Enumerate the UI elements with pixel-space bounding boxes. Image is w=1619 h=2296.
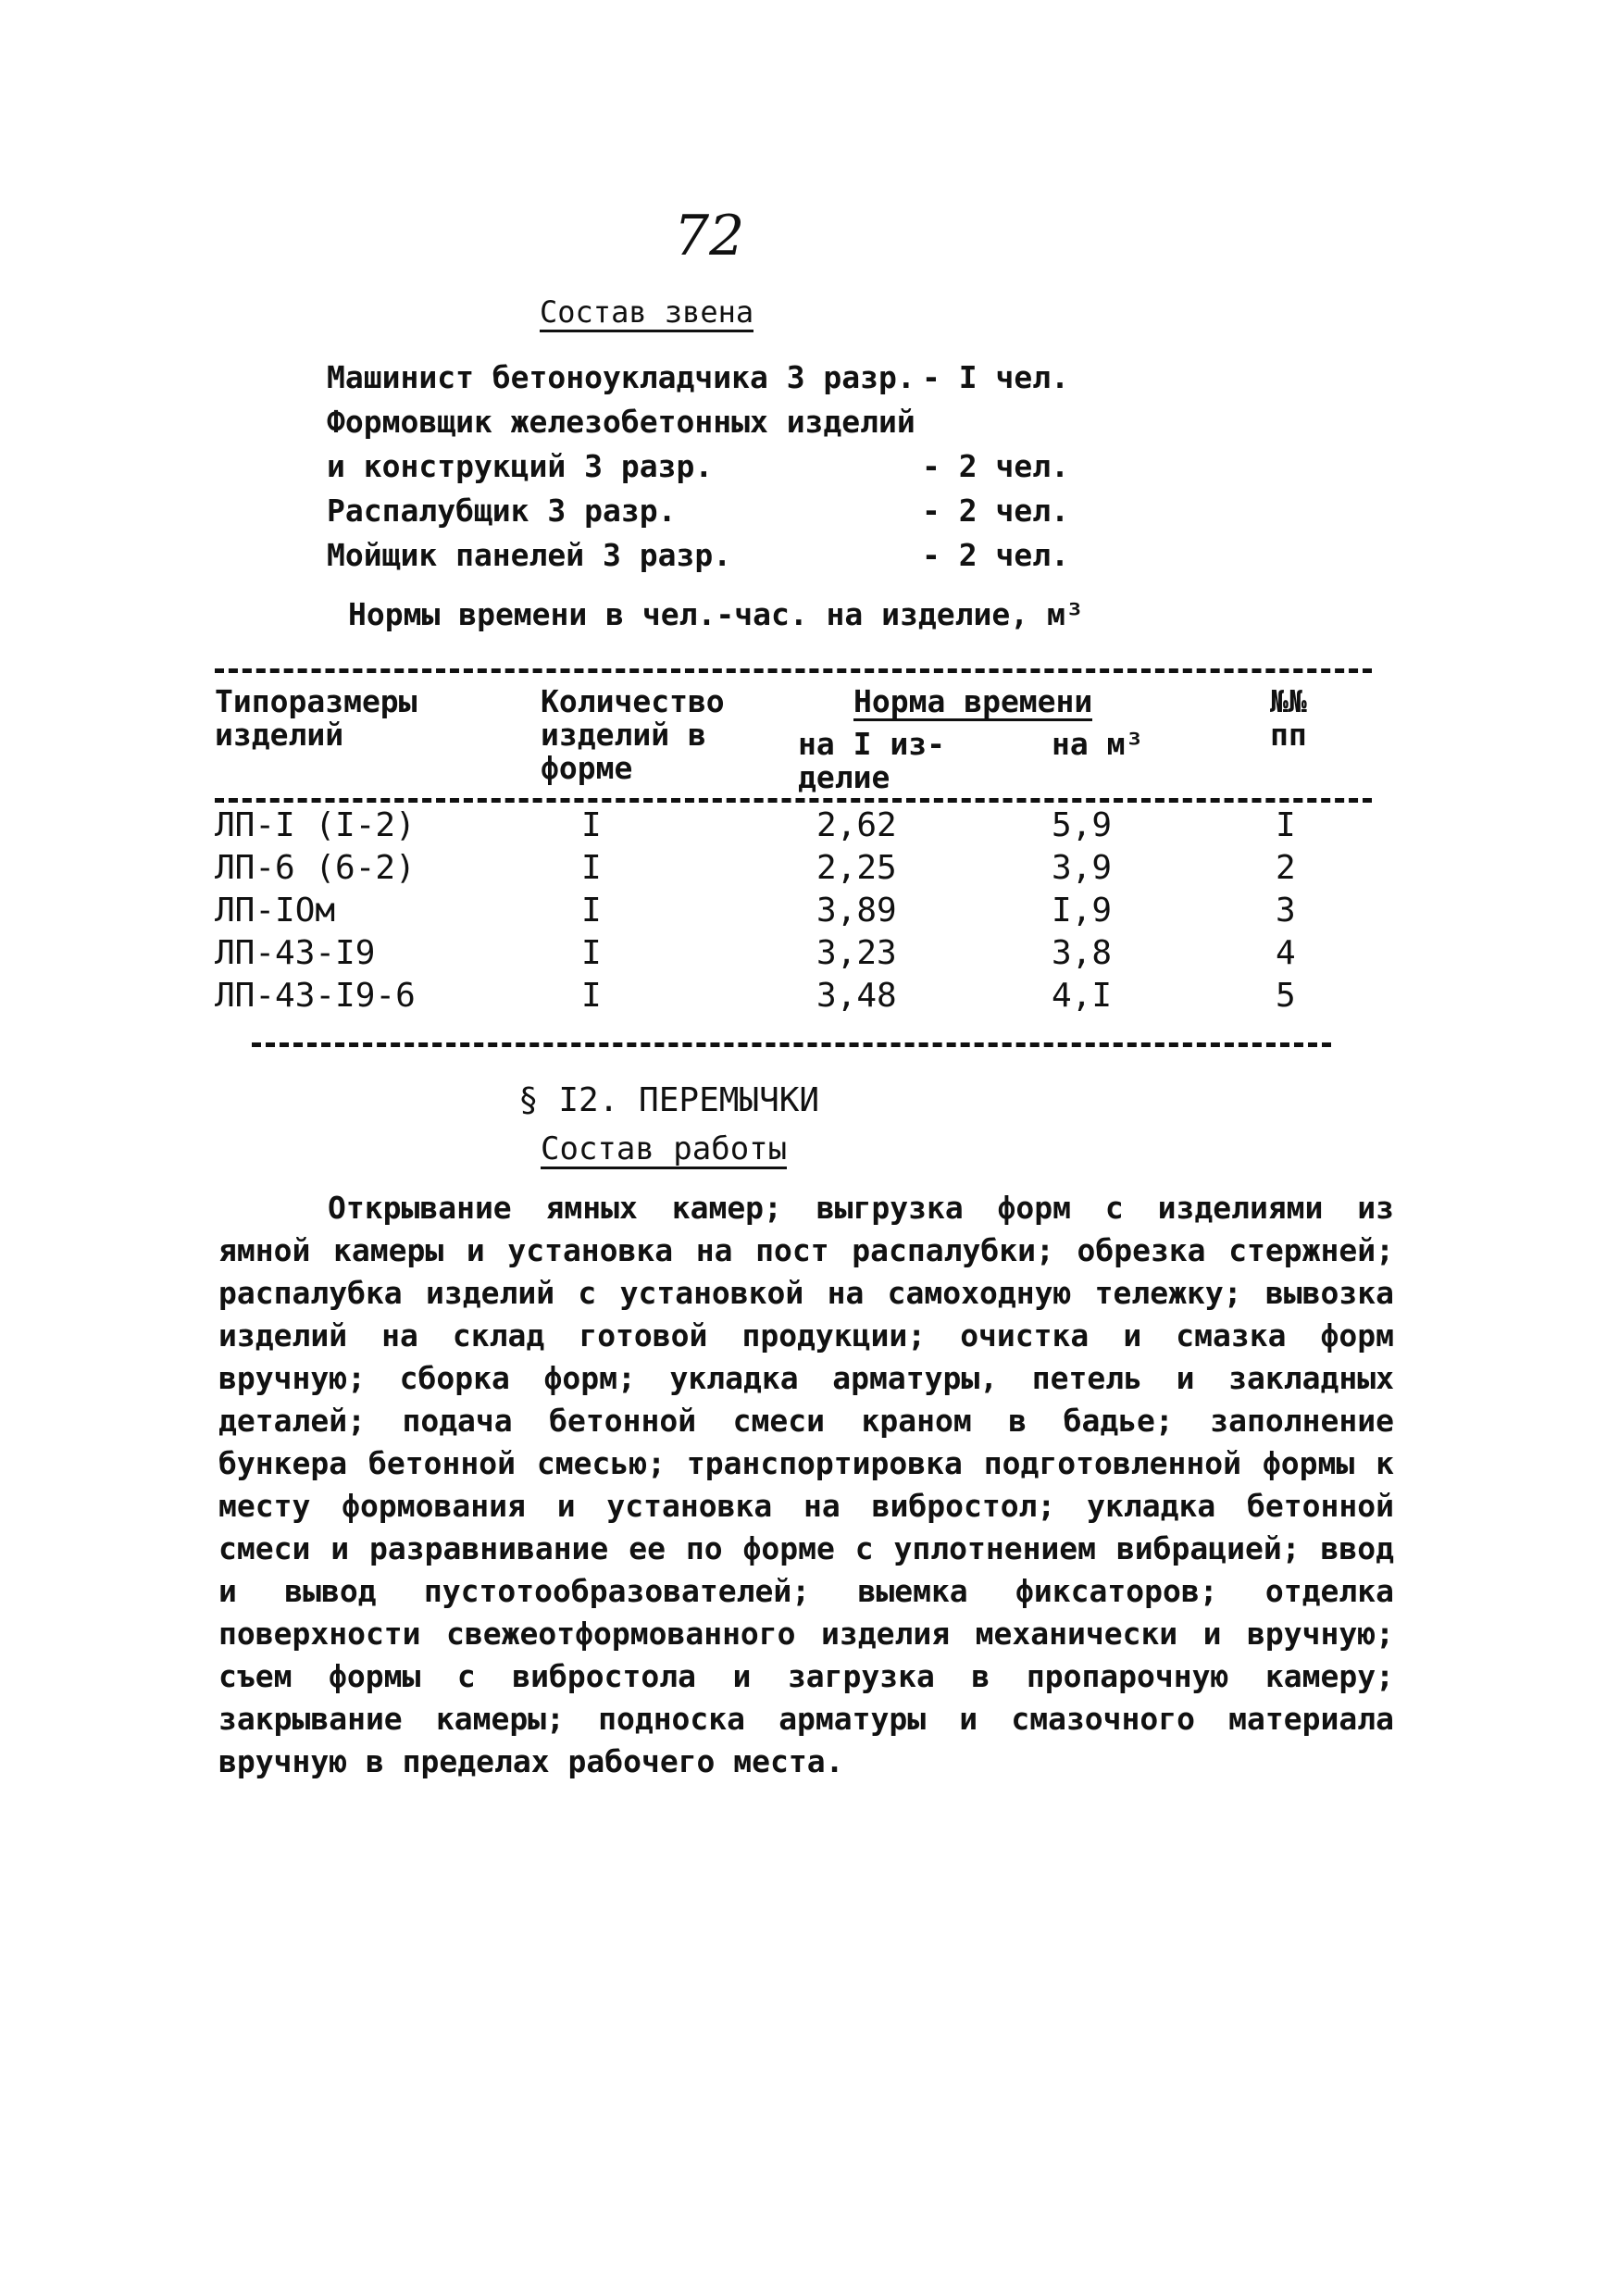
table-bottom-rule — [252, 1042, 1331, 1047]
header-time-norm: Норма времени — [853, 683, 1093, 719]
header-per-m3: на м³ — [1052, 726, 1144, 762]
cell-row-number: I — [1276, 806, 1296, 844]
cell-row-number: 2 — [1276, 849, 1296, 887]
cell-type: ЛП-IOм — [215, 892, 336, 930]
cell-per-m3: 5,9 — [1052, 806, 1113, 844]
cell-row-number: 4 — [1276, 934, 1296, 972]
crew-member-name: Мойщик панелей 3 разр. — [327, 537, 732, 573]
cell-quantity: I — [581, 806, 602, 844]
work-description — [218, 1187, 1394, 1783]
cell-quantity: I — [581, 934, 602, 972]
header-type: Типоразмеры изделий — [215, 683, 417, 753]
crew-member-count: - 2 чел. — [922, 448, 1069, 484]
section-title: § I2. ПЕРЕМЫЧКИ — [518, 1081, 820, 1119]
crew-member — [327, 533, 1160, 578]
cell-per-item: 2,62 — [816, 806, 897, 844]
work-description-paragraph: Открывание ямных камер; выгрузка форм с изделиями из ямной камеры и установка на пост распалубки; обрезка стержней; распалубка изделий с установкой на самоходную тележку; вывозка изделий на склад готовой продукции; очистка и смазка форм вручную; сборка форм; укладка арматуры, петель и закладных деталей; подача бетонной смеси краном в бадье; заполнение бункера бетонной смесью; транспортировка подготовленной формы к месту формования и установка на вибростол; укладка бетонной смеси и разравнивание ее по форме с уплотнением вибрацией; ввод и вывод пустотообразователей; выемка фиксаторов; отделка поверхности свежеотформованного изделия механически и вручную; съем формы с вибростола и загрузка в пропарочную камеру; закрывание камеры; поднoска арматуры и смазочного материала вручную в пределах рабочего места. — [218, 1190, 1394, 1779]
section-subheading: Состав работы — [541, 1130, 788, 1167]
table-row — [0, 974, 1619, 1018]
cell-type: ЛП-43-I9 — [215, 934, 376, 972]
cell-type: ЛП-43-I9-6 — [215, 977, 416, 1015]
crew-member — [327, 400, 1160, 444]
cell-type: ЛП-6 (6-2) — [215, 849, 416, 887]
cell-per-item: 3,23 — [816, 934, 897, 972]
cell-per-m3: 3,8 — [1052, 934, 1113, 972]
crew-member-name: и конструкций 3 разр. — [327, 448, 714, 484]
crew-member — [327, 489, 1160, 533]
cell-per-m3: I,9 — [1052, 892, 1113, 930]
cell-per-item: 2,25 — [816, 849, 897, 887]
header-per-item: на I из- делие — [798, 726, 945, 795]
crew-member-count: - I чел. — [922, 359, 1069, 395]
header-row-number: №№ пп — [1270, 683, 1307, 753]
cell-quantity: I — [581, 849, 602, 887]
cell-per-item: 3,89 — [816, 892, 897, 930]
page-number: 72 — [674, 204, 745, 268]
crew-member-name: Распалубщик 3 разр. — [327, 493, 677, 529]
cell-quantity: I — [581, 977, 602, 1015]
crew-member — [327, 356, 1160, 400]
crew-member — [327, 444, 1160, 489]
cell-per-m3: 3,9 — [1052, 849, 1113, 887]
cell-row-number: 3 — [1276, 892, 1296, 930]
table-top-rule — [215, 668, 1372, 673]
header-quantity: Количество изделий в форме — [541, 683, 725, 786]
crew-heading: Состав звена — [540, 294, 753, 332]
crew-member-name: Формовщик железобетонных изделий — [327, 404, 915, 440]
norms-caption: Нормы времени в чел.-час. на изделие, м³ — [348, 596, 1084, 632]
cell-per-item: 3,48 — [816, 977, 897, 1015]
crew-member-name: Машинист бетоноукладчика 3 разр. — [327, 359, 915, 395]
table-row — [0, 846, 1619, 891]
crew-member-count: - 2 чел. — [922, 537, 1069, 573]
cell-type: ЛП-I (I-2) — [215, 806, 416, 844]
table-header-rule — [215, 798, 1372, 803]
table-row — [0, 931, 1619, 976]
cell-per-m3: 4,I — [1052, 977, 1113, 1015]
cell-quantity: I — [581, 892, 602, 930]
table-row — [0, 804, 1619, 848]
crew-member-count: - 2 чел. — [922, 493, 1069, 529]
table-row — [0, 889, 1619, 933]
cell-row-number: 5 — [1276, 977, 1296, 1015]
